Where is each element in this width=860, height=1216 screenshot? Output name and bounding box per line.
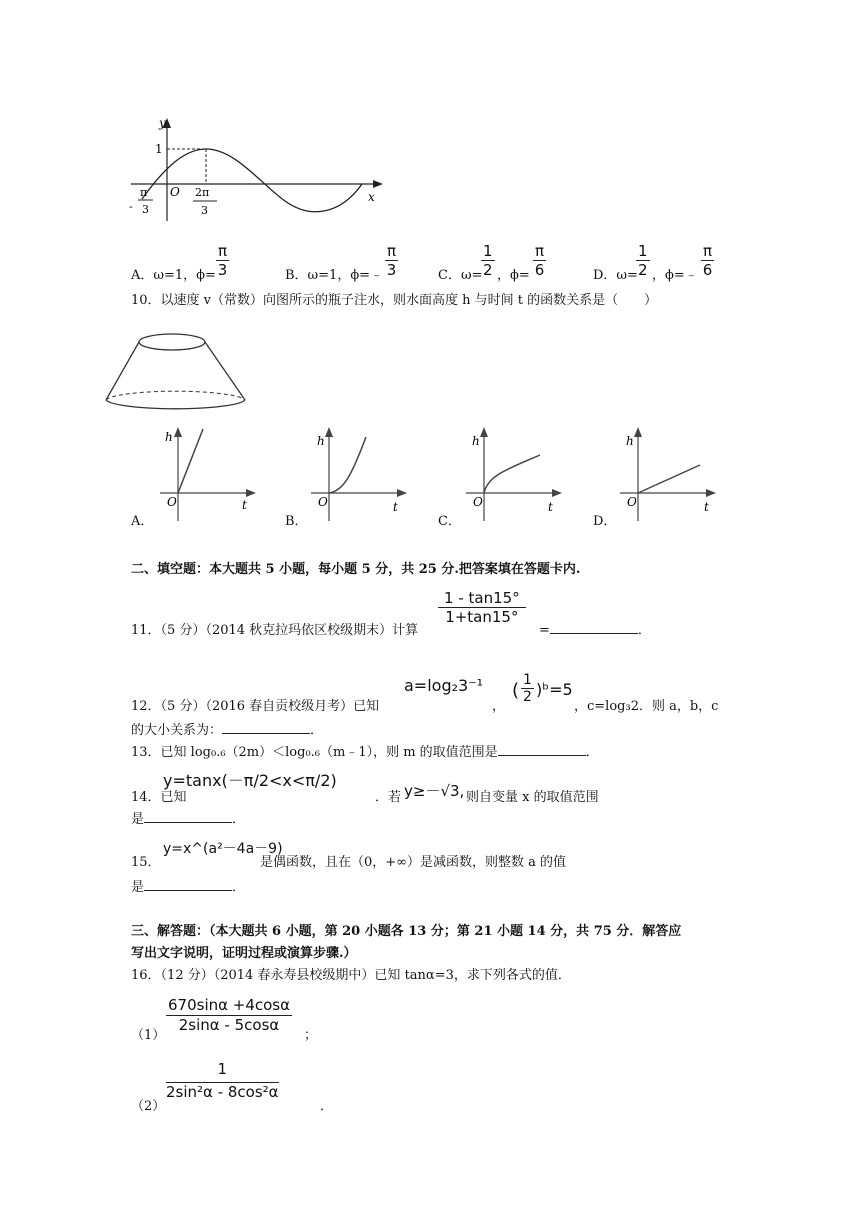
graph-a-label: A． (131, 514, 154, 529)
period: ． (232, 880, 246, 895)
q16-part2-end: ． (320, 1099, 334, 1114)
graph-a (150, 425, 260, 525)
q15-tail: 是偶函数，且在（0，+∞）是减函数，则整数 a 的值 (260, 855, 567, 870)
o-label: O (318, 495, 328, 509)
h-label: h (472, 434, 480, 448)
fraction-num: 670sinα +4cosα (168, 996, 291, 1014)
question-11 (131, 619, 418, 638)
x-axis-label: x (368, 190, 375, 204)
q11-equals: = (539, 623, 550, 638)
t-label: t (393, 500, 398, 514)
q14-line2-text: 是 (131, 812, 145, 827)
option-d-omega-fraction (636, 242, 650, 279)
answer-blank[interactable] (222, 721, 310, 734)
q16-part2-label: （2） (131, 1099, 166, 1114)
q12-line2-text: 的大小关系为： (131, 723, 223, 738)
question-16: 16．（12 分）（2014 春永寿县校级期中）已知 tanα=3，求下列各式的值． (131, 968, 571, 983)
neg-sign: - (129, 200, 133, 213)
graph-b (303, 425, 413, 525)
y-tick-one: 1 (155, 142, 163, 156)
answer-blank[interactable] (144, 878, 232, 891)
q12-b-pre: ( (512, 680, 520, 701)
q14-mid: ．若 (375, 790, 402, 805)
graph-c (458, 425, 568, 525)
fraction-num: π (703, 242, 713, 260)
h-label: h (626, 434, 634, 448)
q15-prefix: 15． (131, 855, 161, 870)
q16-part1-label: （1） (131, 1028, 166, 1043)
t-label: t (548, 500, 553, 514)
fraction-den: 2 (523, 689, 532, 705)
period: ． (310, 723, 324, 738)
option-d-text-b (652, 264, 698, 283)
h-label: h (317, 434, 325, 448)
q9-option-c (438, 264, 482, 283)
fraction-num: 1 (523, 672, 532, 688)
option-b-text: B．ω=1，ϕ=﹣ (285, 268, 384, 283)
period: ． (585, 745, 599, 760)
fraction-den: 6 (534, 261, 545, 279)
answer-blank[interactable] (144, 810, 232, 823)
bottle-image (100, 330, 250, 415)
q15-line2-text: 是 (131, 880, 145, 895)
section-3-heading-line2: 写出文字说明，证明过程或演算步骤.） (131, 946, 357, 961)
q11-text: 11．（5 分）（2014 秋克拉玛依区校级期末）计算 (131, 623, 419, 638)
fraction-num: π (387, 242, 397, 260)
fraction-num: 1 (483, 242, 493, 260)
q14-tail: 则自变量 x 的取值范围 (466, 790, 599, 805)
period: ． (232, 812, 246, 827)
q13-text: 13．已知 log₀.₆（2m）＜log₀.₆（m﹣1），则 m 的取值范围是 (131, 745, 498, 760)
q11-answer (539, 619, 651, 638)
q14-cond: y≥－√3, (404, 782, 465, 800)
fraction-den: 3 (386, 261, 397, 279)
option-a-fraction (216, 242, 229, 279)
q14-expr: y=tanx(－π/2<x<π/2) (163, 771, 337, 790)
q12-comma: ， (492, 699, 506, 714)
q9-option-b (285, 264, 383, 283)
fraction-num: π (535, 242, 545, 260)
q9-option-d (593, 264, 638, 283)
q12-b-post: )ᵇ=5 (536, 680, 573, 699)
neg-pi-den: 3 (142, 203, 149, 216)
q11-fraction (438, 589, 526, 626)
q14-text: 14．已知 (131, 790, 187, 805)
sine-graph (125, 115, 390, 225)
q14-line2 (131, 808, 245, 827)
fraction-num: 1 (638, 242, 648, 260)
q16-part2-fraction (166, 1060, 279, 1101)
period: ． (637, 623, 651, 638)
neg-pi-num: π (140, 186, 148, 199)
option-d-phi-text: ，ϕ=﹣ (652, 268, 698, 283)
option-c-omega-fraction (481, 242, 495, 279)
option-a-text: A．ω=1，ϕ= (131, 268, 216, 283)
q12-b-fraction (521, 672, 534, 705)
option-c-text-b (497, 264, 530, 283)
option-d-phi-fraction (701, 242, 714, 279)
option-c-phi-fraction (533, 242, 546, 279)
q15-line2 (131, 876, 245, 895)
q12-text: 12．（5 分）（2016 春自贡校级月考）已知 (131, 699, 380, 714)
fraction-den: 2 (483, 261, 493, 279)
fraction-den: 2sinα - 5cosα (178, 1016, 280, 1034)
answer-blank[interactable] (498, 743, 586, 756)
fraction-num: 1 (166, 1060, 279, 1083)
question-12 (131, 695, 379, 714)
question-13 (131, 741, 599, 760)
o-label: O (473, 495, 483, 509)
option-d-text-a: D．ω= (593, 268, 638, 283)
fraction-den: 6 (702, 261, 713, 279)
section-2-heading: 二、填空题：本大题共 5 小题，每小题 5 分，共 25 分.把答案填在答题卡内. (131, 562, 581, 577)
answer-blank[interactable] (550, 621, 638, 634)
fraction-den: 2 (638, 261, 648, 279)
fraction-den: 1+tan15° (445, 608, 519, 626)
fraction-num: π (218, 242, 228, 260)
question-10: 10．以速度 v（常数）向图所示的瓶子注水，则水面高度 h 与时间 t 的函数关系是（ ） (131, 293, 658, 308)
q12-tail: ，c=log₃2．则 a，b，c (574, 699, 719, 714)
t-label: t (242, 498, 247, 512)
origin-label: O (170, 185, 180, 199)
o-label: O (627, 495, 637, 509)
q12-line2 (131, 719, 323, 738)
section-3-heading-line1: 三、解答题：（本大题共 6 小题，第 20 小题各 13 分；第 21 小题 14 分，共 75 分．解答应 (131, 924, 682, 939)
two-pi-den: 3 (201, 204, 208, 217)
q16-part1-end: ； (304, 1028, 318, 1043)
h-label: h (165, 430, 173, 444)
q16-part1-fraction (166, 996, 292, 1034)
option-b-fraction (385, 242, 398, 279)
fraction-num: 1 - tan15° (438, 589, 526, 608)
y-axis-label: y (159, 116, 166, 130)
two-pi-num: 2π (195, 186, 210, 199)
graph-d (612, 425, 722, 525)
q15-expr: y=x^(a²－4a－9) (163, 841, 283, 857)
option-c-text-a: C．ω= (438, 268, 483, 283)
graph-b-label: B． (285, 514, 308, 529)
option-c-phi-text: ，ϕ= (497, 268, 530, 283)
graph-d-label: D． (593, 514, 617, 529)
q9-option-a (131, 264, 216, 283)
fraction-den: 2sin²α - 8cos²α (166, 1083, 279, 1101)
q12-a-expr: a=log₂3⁻¹ (404, 676, 484, 695)
t-label: t (704, 500, 709, 514)
graph-c-label: C． (438, 514, 461, 529)
o-label: O (167, 495, 177, 509)
fraction-den: 3 (217, 261, 228, 279)
